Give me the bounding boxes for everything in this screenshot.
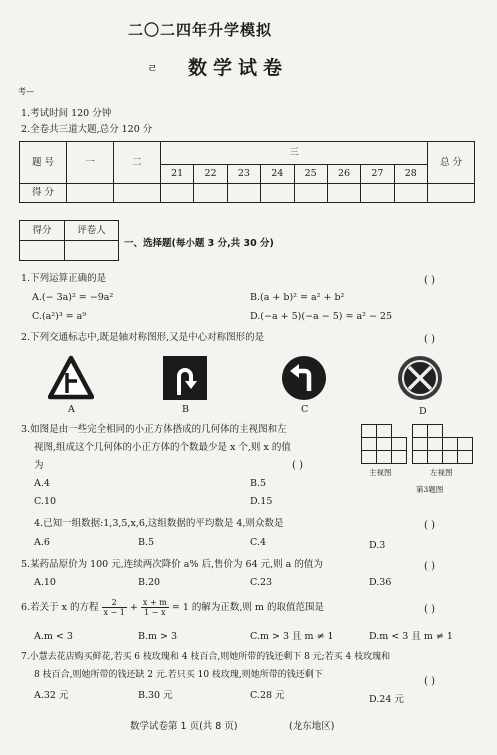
q2-label-d: D (419, 406, 427, 417)
score-table-header-total: 总 分 (428, 142, 475, 184)
score-table-header-one: 一 (67, 142, 114, 184)
q6-stem-pre: 6.若关于 x 的方程 (21, 602, 99, 613)
q6-option-b: B.m > 3 (138, 631, 178, 642)
q3-answer-paren: ( ) (292, 460, 303, 471)
q7-option-b: B.30 元 (138, 690, 173, 701)
score-table-sub-25: 25 (294, 165, 327, 184)
turn-left-sign-icon (281, 355, 327, 401)
score-table-header-two: 二 (114, 142, 161, 184)
q4-option-d: D.3 (369, 540, 386, 551)
q1-option-b: B.(a + b)² = a² + b² (250, 292, 345, 303)
q6-option-a: A.m < 3 (34, 631, 73, 642)
q3-line2: 视图,组成这个几何体的小正方体的个数最少是 x 个,则 x 的值 (34, 442, 291, 453)
q1-option-c: C.(a²)³ = a⁹ (32, 311, 87, 322)
q5-option-c: C.23 (250, 577, 273, 588)
section-one-title: 一、选择题(每小题 3 分,共 30 分) (124, 238, 274, 249)
q2-stem: 2.下列交通标志中,既是轴对称图形,又是中心对称图形的是 (21, 332, 265, 343)
score-cell[interactable] (194, 184, 227, 203)
score-cell[interactable] (327, 184, 360, 203)
q4-stem: 4.已知一组数据:1,3,5,x,6,这组数据的平均数是 4,则众数是 (34, 518, 284, 529)
region-footer: (龙东地区) (289, 721, 335, 732)
q6-fraction-2: $\frac{x + m}{1 - x}$ (142, 598, 167, 617)
q6-answer-paren: ( ) (424, 604, 435, 615)
q7-answer-paren: ( ) (424, 676, 435, 687)
q6-fraction-1: $\frac{2}{x - 1}$ (103, 598, 125, 617)
q1-option-d: D.(−a + 5)(−a − 5) = a² − 25 (250, 311, 393, 322)
q5-stem: 5.某药品原价为 100 元,连续两次降价 a% 后,售价为 64 元,则 a 的值为 (21, 559, 323, 570)
q6-stem (21, 598, 324, 617)
grader-table (19, 220, 119, 261)
score-cell[interactable] (428, 184, 475, 203)
q4-option-b: B.5 (138, 537, 155, 548)
note-total: 2.全卷共三道大题,总分 120 分 (21, 124, 153, 135)
q7-line2: 8 枝百合,则她所带的钱还缺 2 元.若只买 10 枝玫瑰,则她所带的钱还剩下 (34, 670, 323, 680)
q7-option-c: C.28 元 (250, 690, 285, 701)
score-cell[interactable] (294, 184, 327, 203)
score-cell[interactable] (361, 184, 394, 203)
score-table-header-tihao: 题 号 (20, 142, 67, 184)
score-cell[interactable] (114, 184, 161, 203)
score-cell[interactable] (161, 184, 194, 203)
u-turn-sign-icon (162, 355, 208, 401)
q1-answer-paren: ( ) (424, 275, 435, 286)
q3-line1: 3.如图是由一些完全相同的小正方体搭成的几何体的主视图和左 (21, 424, 287, 435)
score-table-sub-21: 21 (161, 165, 194, 184)
score-table (19, 141, 475, 203)
q4-option-a: A.6 (34, 537, 50, 548)
q3-left-view-label: 左视图 (430, 468, 453, 477)
q2-label-a: A (68, 404, 75, 415)
grader-score-cell[interactable] (20, 241, 65, 261)
traffic-sign-a-icon (48, 355, 94, 401)
q3-option-c: C.10 (34, 496, 57, 507)
q5-option-d: D.36 (369, 577, 392, 588)
q5-option-b: B.20 (138, 577, 161, 588)
q7-option-a: A.32 元 (34, 690, 69, 701)
score-table-sub-27: 27 (361, 165, 394, 184)
q3-figure-caption: 第3题图 (416, 485, 444, 494)
q4-option-c: C.4 (250, 537, 266, 548)
score-table-sub-26: 26 (327, 165, 360, 184)
q5-answer-paren: ( ) (424, 561, 435, 572)
score-table-row-score: 得 分 (20, 184, 67, 203)
score-cell[interactable] (67, 184, 114, 203)
q6-plus: + (129, 602, 138, 613)
note-time: 1.考试时间 120 分钟 (21, 108, 112, 119)
no-stopping-sign-icon (397, 355, 443, 401)
q3-option-a: A.4 (34, 478, 50, 489)
score-table-sub-24: 24 (261, 165, 294, 184)
q3-line3: 为 (34, 460, 44, 471)
q7-option-d: D.24 元 (369, 694, 404, 705)
grader-name-label: 评卷人 (65, 221, 119, 241)
q1-stem: 1.下列运算正确的是 (21, 273, 107, 284)
q7-line1: 7.小慧去花店购买鲜花,若买 6 枝玫瑰和 4 枝百合,则她所带的钱还剩下 8 元;若买 4 枝玫瑰和 (21, 652, 391, 662)
score-table-sub-28: 28 (394, 165, 427, 184)
score-cell[interactable] (227, 184, 260, 203)
q2-label-c: C (301, 404, 309, 415)
q2-answer-paren: ( ) (424, 334, 435, 345)
q5-option-a: A.10 (34, 577, 56, 588)
q1-option-a: A.(− 3a)² = −9a² (32, 292, 114, 303)
score-table-sub-23: 23 (227, 165, 260, 184)
q3-front-view-label: 主视图 (369, 468, 392, 477)
q6-option-d: D.m < 3 且 m ≠ 1 (369, 631, 453, 642)
score-table-sub-22: 22 (194, 165, 227, 184)
title-mark: ㄹ (147, 62, 158, 75)
score-table-header-three: 三 (161, 142, 428, 165)
subject-title: 数学试卷 (188, 57, 289, 79)
exam-title: 二〇二四年升学模拟 (128, 21, 273, 39)
q3-left-view-figure (412, 424, 474, 465)
grader-name-cell[interactable] (65, 241, 119, 261)
q4-answer-paren: ( ) (424, 520, 435, 531)
q2-label-b: B (182, 404, 189, 415)
q3-option-b: B.5 (250, 478, 267, 489)
page-footer: 数学试卷第 1 页(共 8 页) (130, 721, 238, 732)
q3-front-view-figure (361, 424, 407, 465)
grader-score-label: 得分 (20, 221, 65, 241)
q6-stem-post: = 1 的解为正数,则 m 的取值范围是 (171, 602, 324, 613)
corner-mark: 考— (18, 87, 34, 96)
score-cell[interactable] (394, 184, 427, 203)
q6-option-c: C.m > 3 且 m ≠ 1 (250, 631, 334, 642)
q3-option-d: D.15 (250, 496, 273, 507)
score-cell[interactable] (261, 184, 294, 203)
